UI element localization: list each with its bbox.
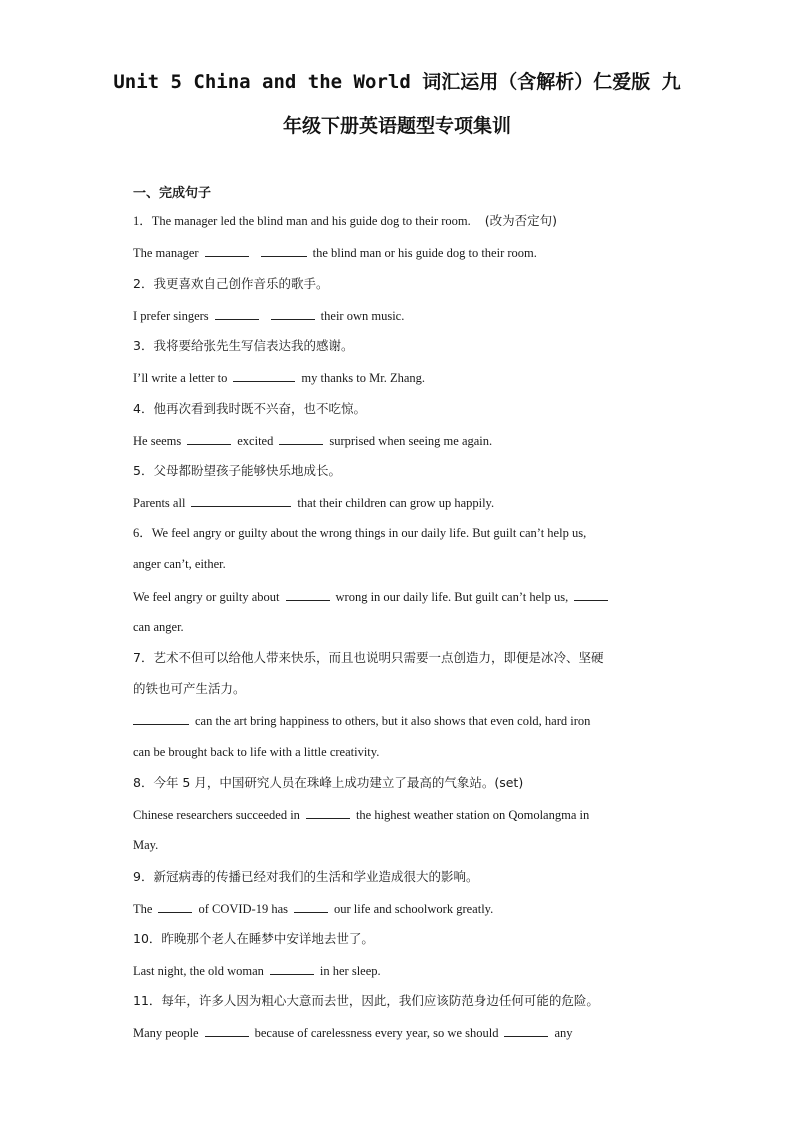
blank[interactable] bbox=[261, 244, 307, 257]
question-9-prompt: 9．新冠病毒的传播已经对我们的生活和学业造成很大的影响。 bbox=[133, 869, 479, 884]
question-1-prompt: 1．The manager led the blind man and his guide dog to their room. (改为否定句) bbox=[133, 213, 558, 228]
question-7-prompt-cont: 的铁也可产生活力。 bbox=[133, 681, 246, 696]
blank[interactable] bbox=[294, 900, 328, 913]
blank[interactable] bbox=[158, 900, 192, 913]
blank[interactable] bbox=[270, 962, 314, 975]
blank[interactable] bbox=[191, 494, 291, 507]
blank[interactable] bbox=[215, 307, 259, 320]
question-6-prompt: 6．We feel angry or guilty about the wrong things in our daily life. But guilt can’t help us, bbox=[133, 526, 587, 540]
question-8-answer-cont: May. bbox=[133, 838, 159, 852]
question-6-answer: We feel angry or guilty about wrong in our daily life. But guilt can’t help us, bbox=[133, 588, 668, 605]
document-title-line-2: 年级下册英语题型专项集训 bbox=[282, 115, 511, 137]
question-4-prompt: 4．他再次看到我时既不兴奋，也不吃惊。 bbox=[133, 401, 366, 416]
question-3-prompt: 3．我将要给张先生写信表达我的感谢。 bbox=[133, 338, 354, 353]
blank[interactable] bbox=[187, 432, 231, 445]
question-1-answer: The manager the blind man or his guide dog to their room. bbox=[133, 246, 537, 260]
question-2-prompt: 2．我更喜欢自己创作音乐的歌手。 bbox=[133, 276, 329, 291]
question-11-answer: Many people because of carelessness every year, so we should any bbox=[133, 1026, 573, 1040]
question-10-answer: Last night, the old woman in her sleep. bbox=[133, 964, 381, 978]
question-1-note: (改为否定句) bbox=[484, 213, 558, 228]
blank[interactable] bbox=[306, 806, 350, 819]
question-6-answer-cont: can anger. bbox=[133, 620, 184, 634]
blank[interactable] bbox=[574, 588, 608, 601]
section-heading: 一、完成句子 bbox=[133, 186, 212, 201]
question-7-answer-cont: can be brought back to life with a little creativity. bbox=[133, 745, 380, 759]
blank[interactable] bbox=[205, 244, 249, 257]
document-title-line-1: Unit 5 China and the World 词汇运用（含解析）仁爱版 九 bbox=[113, 71, 681, 93]
question-8-prompt: 8．今年 5 月，中国研究人员在珠峰上成功建立了最高的气象站。(set) bbox=[133, 775, 524, 790]
blank[interactable] bbox=[271, 307, 315, 320]
question-10-prompt: 10．昨晚那个老人在睡梦中安详地去世了。 bbox=[133, 931, 374, 946]
blank[interactable] bbox=[286, 588, 330, 601]
question-7-prompt: 7．艺术不但可以给他人带来快乐，而且也说明只需要一点创造力，即便是冰冷、坚硬 bbox=[133, 650, 604, 665]
blank[interactable] bbox=[504, 1024, 548, 1037]
question-7-answer: can the art bring happiness to others, but it also shows that even cold, hard iron bbox=[133, 712, 668, 729]
question-3-answer: I’ll write a letter to my thanks to Mr. Zhang. bbox=[133, 371, 426, 385]
question-8-answer: Chinese researchers succeeded in the highest weather station on Qomolangma in bbox=[133, 808, 590, 822]
question-4-answer: He seems excited surprised when seeing me again. bbox=[133, 434, 493, 448]
question-5-answer: Parents all that their children can grow up happily. bbox=[133, 496, 495, 510]
blank[interactable] bbox=[233, 369, 295, 382]
question-11-prompt: 11．每年，许多人因为粗心大意而去世，因此，我们应该防范身边任何可能的危险。 bbox=[133, 993, 599, 1008]
question-6-prompt-cont: anger can’t, either. bbox=[133, 557, 226, 571]
question-2-answer: I prefer singers their own music. bbox=[133, 309, 405, 323]
question-9-answer: The of COVID-19 has our life and schoolwork greatly. bbox=[133, 902, 494, 916]
blank[interactable] bbox=[205, 1024, 249, 1037]
blank[interactable] bbox=[279, 432, 323, 445]
question-5-prompt: 5．父母都盼望孩子能够快乐地成长。 bbox=[133, 463, 341, 478]
blank[interactable] bbox=[133, 712, 189, 725]
